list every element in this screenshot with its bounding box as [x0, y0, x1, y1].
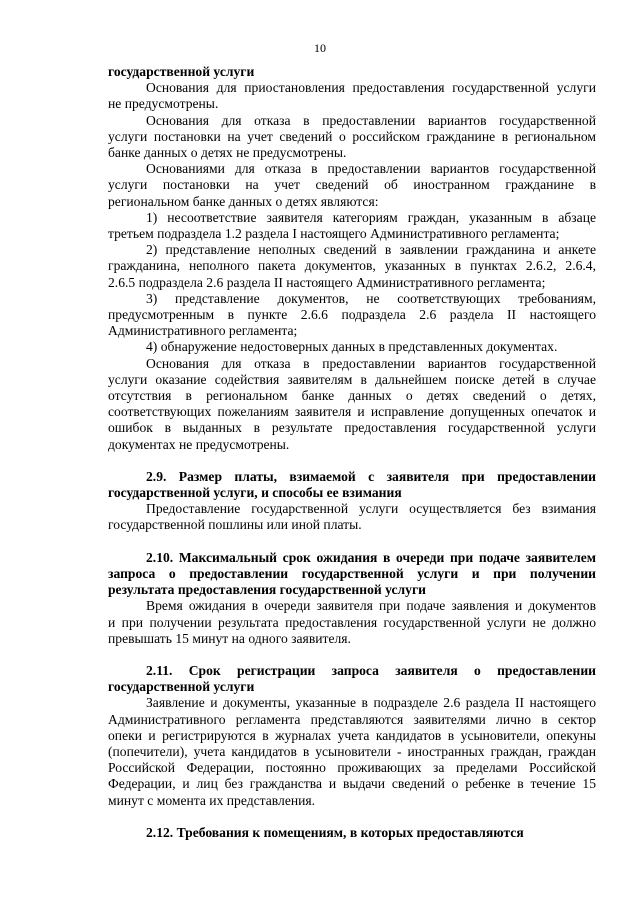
text-line: Время ожидания в очереди заявителя при подаче заявления и документов [146, 598, 596, 614]
text-line: отсутствия в региональном банке данных о детях сведений о детях, [108, 388, 596, 404]
text-line: Основания для приостановления предоставления государственной услуги [146, 80, 596, 96]
text-line: документах не предусмотрены. [108, 436, 290, 452]
paragraph [108, 113, 596, 162]
text-line: Заявление и документы, указанные в подразделе 2.6 раздела II настоящего [146, 695, 596, 711]
text-line: 2.11. Срок регистрации запроса заявителя о предоставлении [146, 662, 596, 678]
paragraph [108, 161, 596, 210]
text-line: 4) обнаружение недостоверных данных в представленных документах. [146, 339, 558, 355]
text-line: Административного регламента представляются заявителями лично в сектор [108, 711, 596, 727]
text-line: и при получении результата предоставления государственной услуги не должно [108, 614, 596, 630]
page-number: 10 [314, 41, 326, 55]
text-line: банке данных о детях не предусмотрены. [108, 145, 347, 161]
text-line: услуги постановки на учет сведений о российском гражданине в региональном [108, 128, 596, 144]
text-line: предусмотренным в пункте 2.6.6 подраздела 2.6 раздела II настоящего [108, 307, 596, 323]
text-line: не предусмотрены. [108, 96, 219, 112]
text-line: гражданина, неполного пакета документов, указанных в пунктах 2.6.2, 2.6.4, [108, 258, 596, 274]
text-line: государственной услуги [108, 64, 255, 79]
section-gap [108, 809, 596, 825]
text-line: 2.9. Размер платы, взимаемой с заявителя при предоставлении [146, 468, 596, 484]
paragraph [108, 695, 596, 808]
text-line: опеки и регистрируются в журналах учета кандидатов в усыновители, опекуны [108, 727, 596, 743]
text-line: результата предоставления государственной услуги [108, 582, 426, 598]
paragraph [108, 291, 596, 340]
text-line: 2) представление неполных сведений в заявлении гражданина и анкете [146, 242, 596, 258]
text-line: 1) несоответствие заявителя категориям граждан, указанным в абзаце [146, 209, 596, 225]
text-line: превышать 15 минут на одного заявителя. [108, 630, 351, 646]
document-body [108, 64, 596, 841]
text-line: 2.6.5 подраздела 2.6 раздела II настоящего Административного регламента; [108, 274, 546, 290]
text-line: Основания для отказа в предоставлении вариантов государственной [146, 355, 596, 371]
section-gap [108, 453, 596, 469]
section-heading [108, 550, 596, 599]
section-gap [108, 534, 596, 550]
text-line: Административного регламента; [108, 323, 298, 339]
text-line: 2.12. Требования к помещениям, в которых предоставляются [146, 824, 524, 840]
text-line: (попечители), учета кандидатов в усыновители - иностранных граждан, граждан [108, 743, 596, 759]
paragraph [108, 339, 596, 355]
text-line: третьем подраздела 1.2 раздела I настоящего Административного регламента; [108, 226, 560, 242]
text-line: государственной услуги [108, 679, 255, 695]
section-heading [108, 663, 596, 695]
text-line: минут с момента их представления. [108, 792, 316, 808]
text-line: 3) представление документов, не соответствующих требованиям, [146, 290, 596, 306]
text-line: Основания для отказа в предоставлении вариантов государственной [146, 112, 596, 128]
text-line: государственной пошлины или иной платы. [108, 517, 362, 533]
paragraph [108, 242, 596, 291]
paragraph [108, 210, 596, 242]
text-line: ошибок в выданных в результате предоставления государственной услуги [108, 420, 596, 436]
text-line: Российской Федерации, постоянно проживающих за пределами Российской [108, 760, 596, 776]
section-heading [108, 469, 596, 501]
paragraph [108, 356, 596, 453]
text-line: Основаниями для отказа в предоставлении вариантов государственной [146, 161, 596, 177]
text-line: региональном банке данных о детях являются: [108, 193, 379, 209]
text-line: услуги оказание содействия заявителям в дальнейшем поиске детей в случае [108, 371, 596, 387]
text-line: запроса о предоставлении государственной услуги и при получении [108, 565, 596, 581]
section-heading [108, 825, 596, 841]
paragraph [108, 598, 596, 647]
section-heading [108, 64, 596, 80]
paragraph [108, 80, 596, 112]
section-gap [108, 647, 596, 663]
text-line: Федерации, и лиц без гражданства и выдачи сведений о ребенке в течение 15 [108, 776, 596, 792]
text-line: государственной услуги, и способы ее взимания [108, 485, 402, 501]
text-line: соответствующих пожеланиям заявителя и исправление допущенных опечаток и [108, 404, 596, 420]
text-line: услуги постановки на учет сведений об иностранном гражданине в [108, 177, 596, 193]
paragraph [108, 501, 596, 533]
text-line: 2.10. Максимальный срок ожидания в очереди при подаче заявителем [146, 549, 596, 565]
text-line: Предоставление государственной услуги осуществляется без взимания [146, 501, 596, 517]
